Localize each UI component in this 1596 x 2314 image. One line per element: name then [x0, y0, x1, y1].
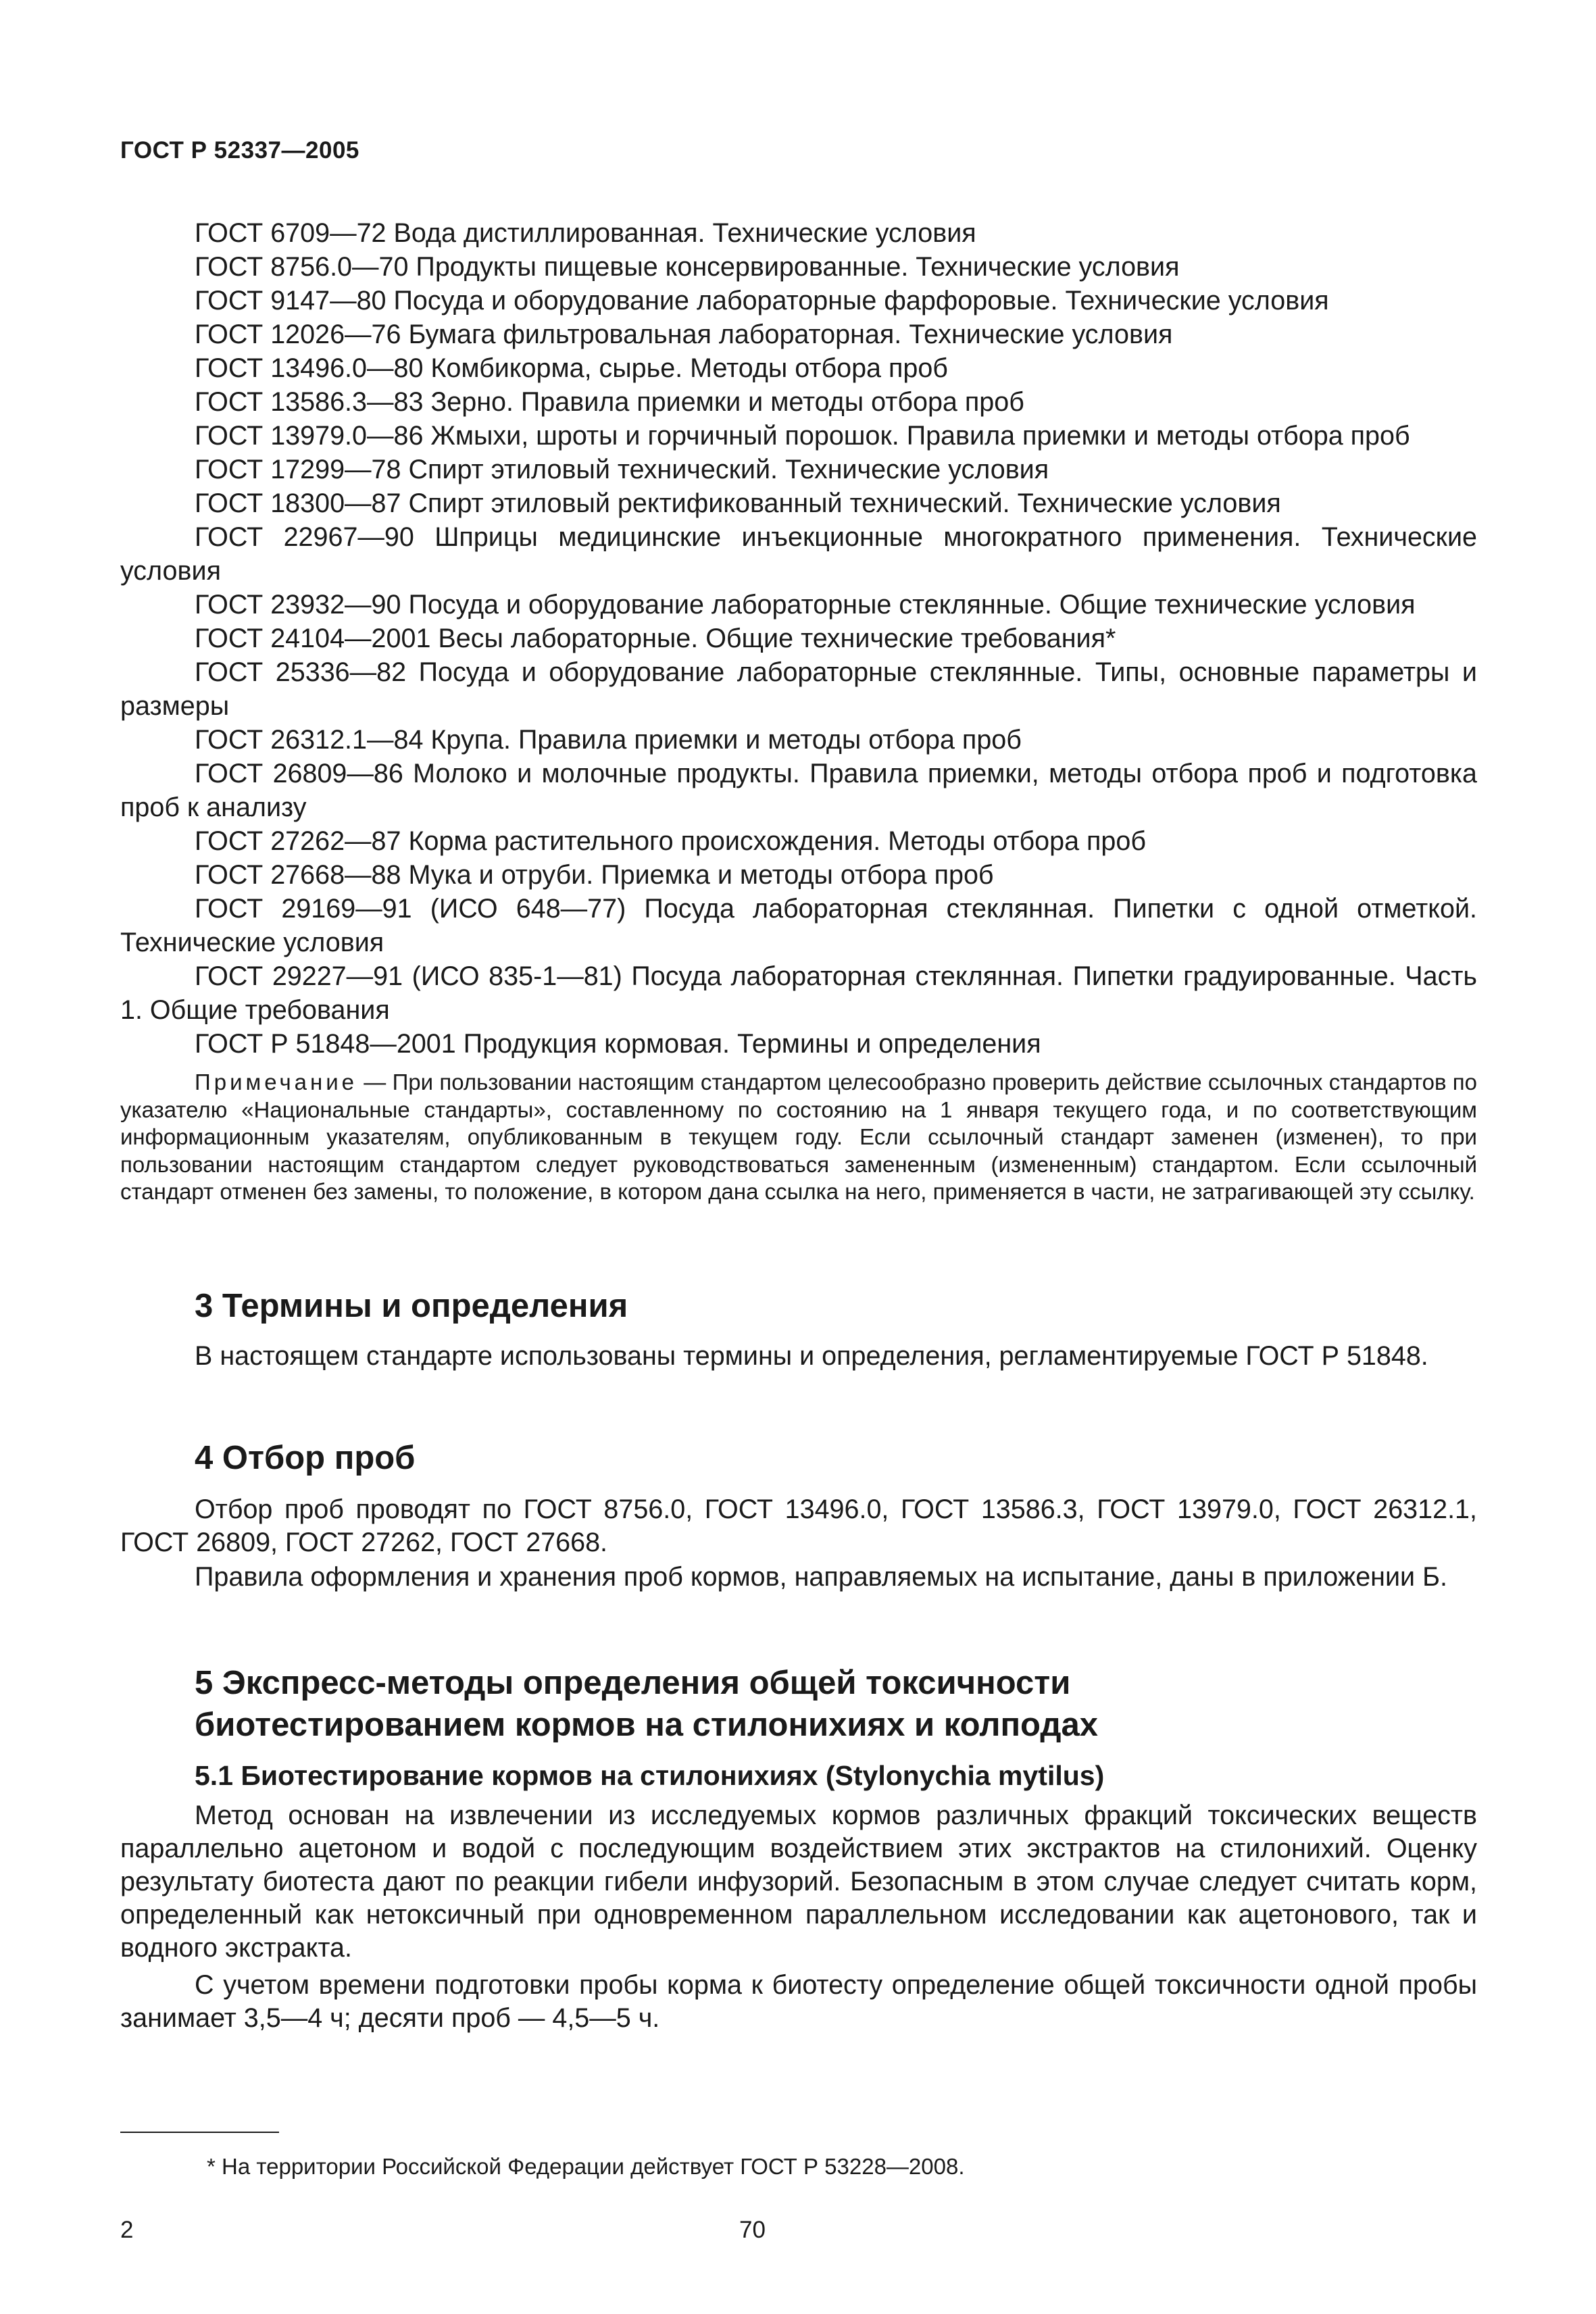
- references-note: [120, 1069, 1477, 1206]
- reference-item: ГОСТ 25336—82 Посуда и оборудование лабораторные стеклянные. Типы, основные параметры и размеры: [120, 657, 1477, 721]
- reference-item: ГОСТ 24104—2001 Весы лабораторные. Общие технические требования*: [195, 624, 1116, 653]
- reference-item: ГОСТ 27262—87 Корма растительного происхождения. Методы отбора проб: [195, 826, 1146, 856]
- normative-references-list: [120, 216, 1477, 1206]
- reference-item: ГОСТ 27668—88 Мука и отруби. Приемка и методы отбора проб: [195, 860, 994, 890]
- reference-item: ГОСТ 18300—87 Спирт этиловый ректификованный технический. Технические условия: [195, 488, 1281, 518]
- section-5-heading: [120, 1662, 1551, 1746]
- section-5-heading-line-2: биотестированием кормов на стилонихиях и колподах: [195, 1707, 1098, 1743]
- reference-item: ГОСТ 26312.1—84 Крупа. Правила приемки и методы отбора проб: [195, 725, 1022, 755]
- reference-item: ГОСТ 12026—76 Бумага фильтровальная лабораторная. Технические условия: [195, 320, 1173, 349]
- reference-item: ГОСТ 13586.3—83 Зерно. Правила приемки и методы отбора проб: [195, 387, 1024, 417]
- section-4-paragraph-2: Правила оформления и хранения проб кормов, направляемых на испытание, даны в приложении Б.: [195, 1562, 1447, 1592]
- page-number-left: 2: [120, 2217, 134, 2243]
- reference-item: ГОСТ 23932—90 Посуда и оборудование лабораторные стеклянные. Общие технические условия: [195, 590, 1416, 620]
- document-standard-header: ГОСТ Р 52337—2005: [120, 137, 359, 164]
- reference-item: ГОСТ 6709—72 Вода дистиллированная. Технические условия: [195, 218, 976, 248]
- section-5-paragraph-2: С учетом времени подготовки пробы корма к биотесту определение общей токсичности одной пробы занимает 3,5—4 ч; десяти проб — 4,5—5 ч.: [120, 1970, 1477, 2033]
- reference-item: ГОСТ 13496.0—80 Комбикорма, сырье. Методы отбора проб: [195, 353, 948, 383]
- page-number-center: 70: [739, 2217, 766, 2243]
- reference-item: ГОСТ Р 51848—2001 Продукция кормовая. Термины и определения: [195, 1029, 1041, 1059]
- reference-item: ГОСТ 13979.0—86 Жмыхи, шроты и горчичный порошок. Правила приемки и методы отбора проб: [195, 421, 1410, 451]
- reference-item: ГОСТ 29169—91 (ИСО 648—77) Посуда лабораторная стеклянная. Пипетки с одной отметкой. Технические условия: [120, 894, 1477, 957]
- reference-item: ГОСТ 22967—90 Шприцы медицинские инъекционные многократного применения. Технические условия: [120, 522, 1477, 586]
- footnote-divider: [120, 2132, 279, 2133]
- section-5-paragraph-1: Метод основан на извлечении из исследуемых кормов различных фракций токсических веществ параллельно ацетоном и водой с последующим воздействием этих экстрактов на стилонихий. Оценку результату биотеста дают по реакции гибели инфузорий. Безопасным в этом случае следует считать корм, определенный как нетоксичный при одновременном параллельном исследовании как ацетонового, так и водного экстракта.: [120, 1801, 1477, 1963]
- reference-item: ГОСТ 17299—78 Спирт этиловый технический. Технические условия: [195, 455, 1049, 484]
- section-4-heading: 4 Отбор проб: [195, 1440, 416, 1476]
- subsection-5-1-heading: 5.1 Биотестирование кормов на стилонихиях (Stylonychia mytilus): [195, 1760, 1105, 1791]
- reference-item: ГОСТ 29227—91 (ИСО 835-1—81) Посуда лабораторная стеклянная. Пипетки градуированные. Часть 1. Общие требования: [120, 961, 1477, 1025]
- note-text: — При пользовании настоящим стандартом целесообразно проверить действие ссылочных стандартов по указателю «Национальные стандарты», составленному по состоянию на 1 января текущего года, и по соответствующим информационным указателям, опубликованным в текущем году. Если ссылочный стандарт заменен (изменен), то при пользовании настоящим стандартом следует руководствоваться замененным (измененным) стандартом. Если ссылочный стандарт отменен без замены, то положение, в котором дана ссылка на него, применяется в части, не затрагивающей эту ссылку.: [120, 1070, 1477, 1204]
- section-5-heading-line-1: 5 Экспресс-методы определения общей токсичности: [195, 1665, 1071, 1701]
- reference-item: ГОСТ 9147—80 Посуда и оборудование лабораторные фарфоровые. Технические условия: [195, 286, 1329, 316]
- section-3-heading: 3 Термины и определения: [195, 1288, 628, 1324]
- section-4-paragraph-1: Отбор проб проводят по ГОСТ 8756.0, ГОСТ 13496.0, ГОСТ 13586.3, ГОСТ 13979.0, ГОСТ 26312.1, ГОСТ 26809, ГОСТ 27262, ГОСТ 27668.: [120, 1494, 1477, 1557]
- footnote-text: * На территории Российской Федерации действует ГОСТ Р 53228—2008.: [207, 2154, 965, 2179]
- reference-item: ГОСТ 26809—86 Молоко и молочные продукты. Правила приемки, методы отбора проб и подготовка проб к анализу: [120, 759, 1477, 822]
- note-label: Примечание: [195, 1070, 358, 1095]
- reference-item: ГОСТ 8756.0—70 Продукты пищевые консервированные. Технические условия: [195, 252, 1180, 282]
- section-3-text: В настоящем стандарте использованы термины и определения, регламентируемые ГОСТ Р 51848.: [195, 1341, 1428, 1371]
